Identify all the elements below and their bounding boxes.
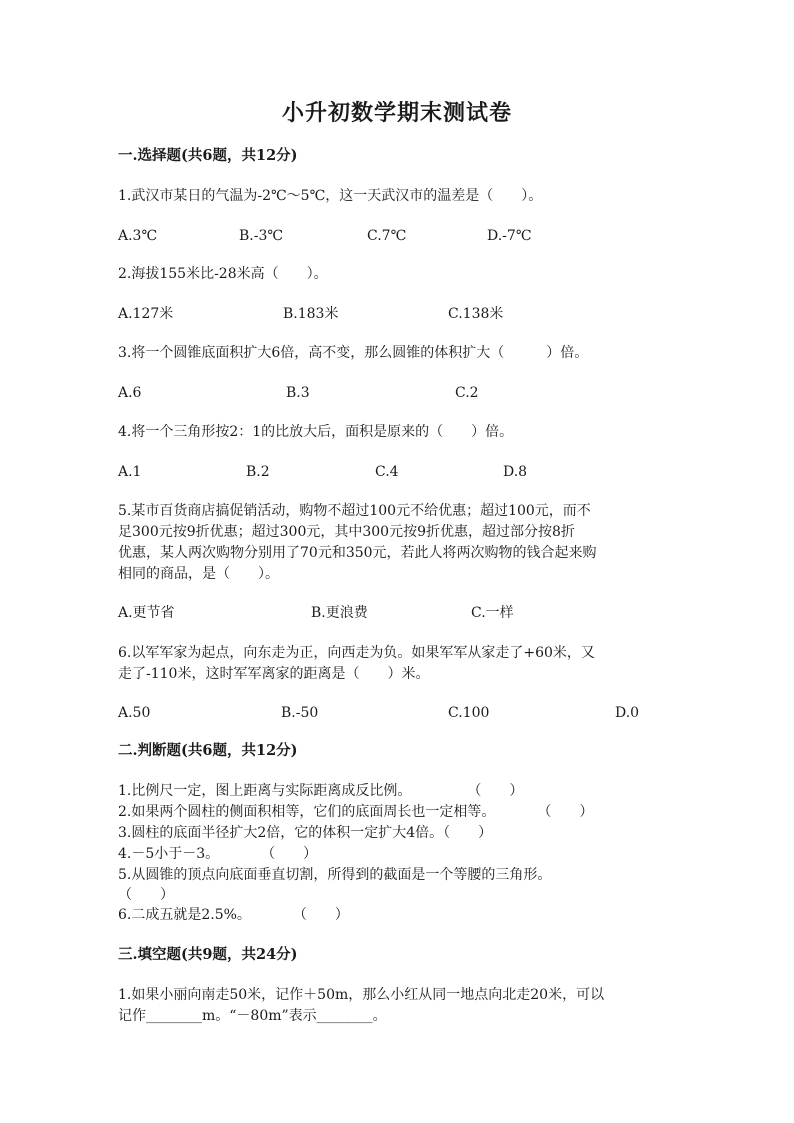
judgment-line-1: 1.比例尺一定，图上距离与实际距离成反比例。 （ ） [118,783,524,799]
q1-option-d: D.-7℃ [487,228,532,244]
q3-option-a: A.6 [118,385,142,401]
q2-option-a: A.127米 [118,306,174,322]
question-6-line-2: 走了-110米，这时军军离家的距离是（ ）米。 [118,666,430,682]
q6-option-a: A.50 [118,705,151,721]
q1-option-c: C.7℃ [367,228,407,244]
question-3-stem: 3.将一个圆锥底面积扩大6倍，高不变，那么圆锥的体积扩大（ ）倍。 [118,345,589,361]
fill-question-1-line-2: 记作________m。“－80m”表示________。 [118,1008,387,1024]
judgment-line-5: 5.从圆锥的顶点向底面垂直切割，所得到的截面是一个等腰的三角形。 [118,867,552,883]
judgment-line-4: 4.－5小于－3。 （ ） [118,846,318,862]
judgment-line-2: 2.如果两个圆柱的侧面积相等，它们的底面周长也一定相等。 （ ） [118,804,594,820]
q5-option-b: B.更浪费 [311,605,368,621]
question-5-line-1: 5.某市百货商店搞促销活动，购物不超过100元不给优惠；超过100元，而不 [118,503,591,519]
q2-option-b: B.183米 [283,306,339,322]
question-1-stem: 1.武汉市某日的气温为-2℃～5℃，这一天武汉市的温差是（ ）。 [118,188,543,204]
q4-option-d: D.8 [503,464,528,480]
q5-option-c: C.一样 [471,605,514,621]
q3-option-b: B.3 [286,385,310,401]
q2-option-c: C.138米 [448,306,504,322]
q6-option-b: B.-50 [281,705,319,721]
q6-option-c: C.100 [448,705,490,721]
fill-question-1-line-1: 1.如果小丽向南走50米，记作＋50m，那么小红从同一地点向北走20米，可以 [118,987,605,1003]
q4-option-a: A.1 [118,464,142,480]
page-title: 小升初数学期末测试卷 [281,100,512,126]
q4-option-c: C.4 [375,464,399,480]
section-heading-judgment: 二.判断题(共6题，共12分) [118,742,298,759]
q5-option-a: A.更节省 [118,605,175,621]
q1-option-a: A.3℃ [118,228,158,244]
question-5-line-2: 足300元按9折优惠；超过300元，其中300元按9折优惠，超过部分按8折 [118,524,575,540]
question-6-line-1: 6.以军军家为起点，向东走为正，向西走为负。如果军军从家走了+60米，又 [118,645,595,661]
section-heading-choice: 一.选择题(共6题，共12分) [118,147,298,164]
section-heading-fill: 三.填空题(共9题，共24分) [118,946,298,963]
q6-option-d: D.0 [615,705,640,721]
question-2-stem: 2.海拔155米比-28米高（ ）。 [118,266,328,282]
q1-option-b: B.-3℃ [239,228,284,244]
q3-option-c: C.2 [455,385,479,401]
judgment-line-3: 3.圆柱的底面半径扩大2倍，它的体积一定扩大4倍。（ ） [118,825,493,841]
judgment-line-6: 6.二成五就是2.5%。 （ ） [118,907,349,923]
question-5-line-3: 优惠，某人两次购物分别用了70元和350元，若此人将两次购物的钱合起来购 [118,545,597,561]
judgment-line-5-bracket: （ ） [118,887,174,903]
q4-option-b: B.2 [246,464,270,480]
question-5-line-4: 相同的商品，是（ ）。 [118,566,279,582]
question-4-stem: 4.将一个三角形按2：1的比放大后，面积是原来的（ ）倍。 [118,424,514,440]
